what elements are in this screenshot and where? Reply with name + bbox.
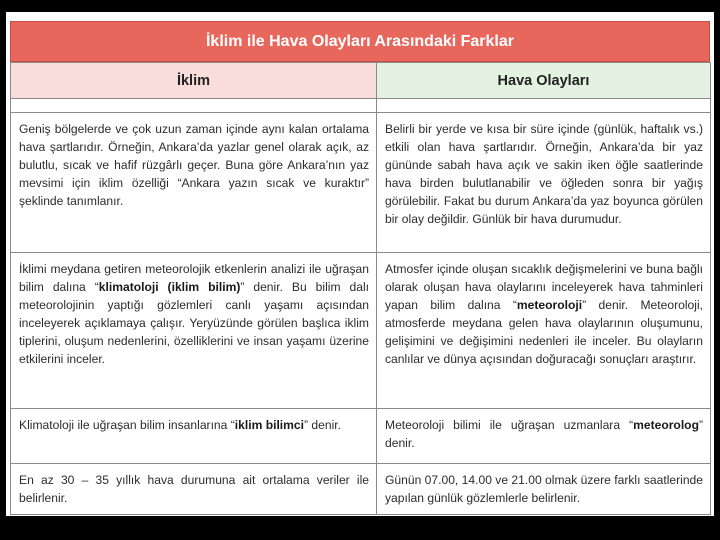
table-row [11,464,711,515]
spacer-row [11,99,711,113]
iklim-bilimci-cell [11,409,377,464]
bold-term: meteoroloji [516,297,583,312]
cell-text: Meteoroloji bilimi ile uğraşan uzmanlara “ [385,418,634,432]
comparison-sheet [6,12,714,516]
table-row [11,113,711,253]
meteorolog-cell [377,409,711,464]
klimatoloji-cell [11,253,377,409]
cell-text: En az 30 – 35 yıllık hava durumuna ait ortalama veriler ile belirlenir. [19,473,369,505]
header-hava-olaylari: Hava Olayları [377,63,711,99]
cell-text: ” denir. Bu bilim dalı meteorolojinin yaptığı gözlemleri canlı yaşamı açısından inceleyerek açıklamaya çalışır. Yeryüzünde görülen başlıca iklim tiplerini, oluşum nedenlerini, özelliklerini ve insan yaşamı üzerine etkilerini inceler. [19,279,369,366]
table-row [11,409,711,464]
table-row [11,253,711,409]
cell-text: Belirli bir yerde ve kısa bir süre içinde (günlük, haftalık vs.) etkili olan hava şartlarıdır. Örneğin, Ankara’da bir yaz gününde sabah hava açık ve sakin iken öğle saatlerinde hava birden bulutlanabilir ve öğleden sonra bir yağış görülebilir. Fakat bu durum Ankara’da yaz boyunca görülen bir olay değildir. Günlük bir hava durumudur. [385,122,703,226]
comparison-table [10,62,711,515]
cell-text: Geniş bölgelerde ve çok uzun zaman içinde aynı kalan ortalama hava şartlarıdır. Örneğin, Ankara’da yazlar genel olarak açık, az bulutlu, sıcak ve hafif rüzgârlı geçer. Buna göre Ankara’nın yaz mevsimi için iklim özelliği “Ankara yazın sıcak ve kuraktır” şeklinde tanımlanır. [19,122,369,208]
header-iklim: İklim [11,63,377,99]
cell-text: Günün 07.00, 14.00 ve 21.00 olmak üzere farklı saatlerinde yapılan günlük gözlemlerle belirlenir. [385,473,703,505]
cell-text: Klimatoloji ile uğraşan bilim insanlarına “ [19,418,235,432]
cell-text: Atmosfer içinde oluşan sıcaklık değişmelerini ve buna bağlı olarak oluşan hava olaylarını inceleyerek hava tahminleri yapan bilim dalına “ [385,262,703,312]
hava-definition-cell [377,113,711,253]
table-title: İklim ile Hava Olayları Arasındaki Farklar [10,21,710,62]
bold-term: meteorolog [633,418,699,432]
cell-text: ” denir. [385,418,703,450]
iklim-definition-cell [11,113,377,253]
meteoroloji-cell [377,253,711,409]
iklim-period-cell [11,464,377,515]
cell-text: ” denir. [304,418,341,432]
bold-term: klimatoloji (iklim bilim) [98,279,241,294]
cell-text: ” denir. Meteoroloji, atmosferde meydana gelen hava olaylarının oluşumunu, gelişimini ve değişimini nedenleri ile inceler. Bu olayların canlılar ve dünya açısından doğuracağı sonuçları araştırır. [385,297,703,366]
cell-text: İklimi meydana getiren meteorolojik etkenlerin analizi ile uğraşan bilim dalına “ [19,262,369,294]
bold-term: iklim bilimci [234,418,305,432]
hava-period-cell [377,464,711,515]
